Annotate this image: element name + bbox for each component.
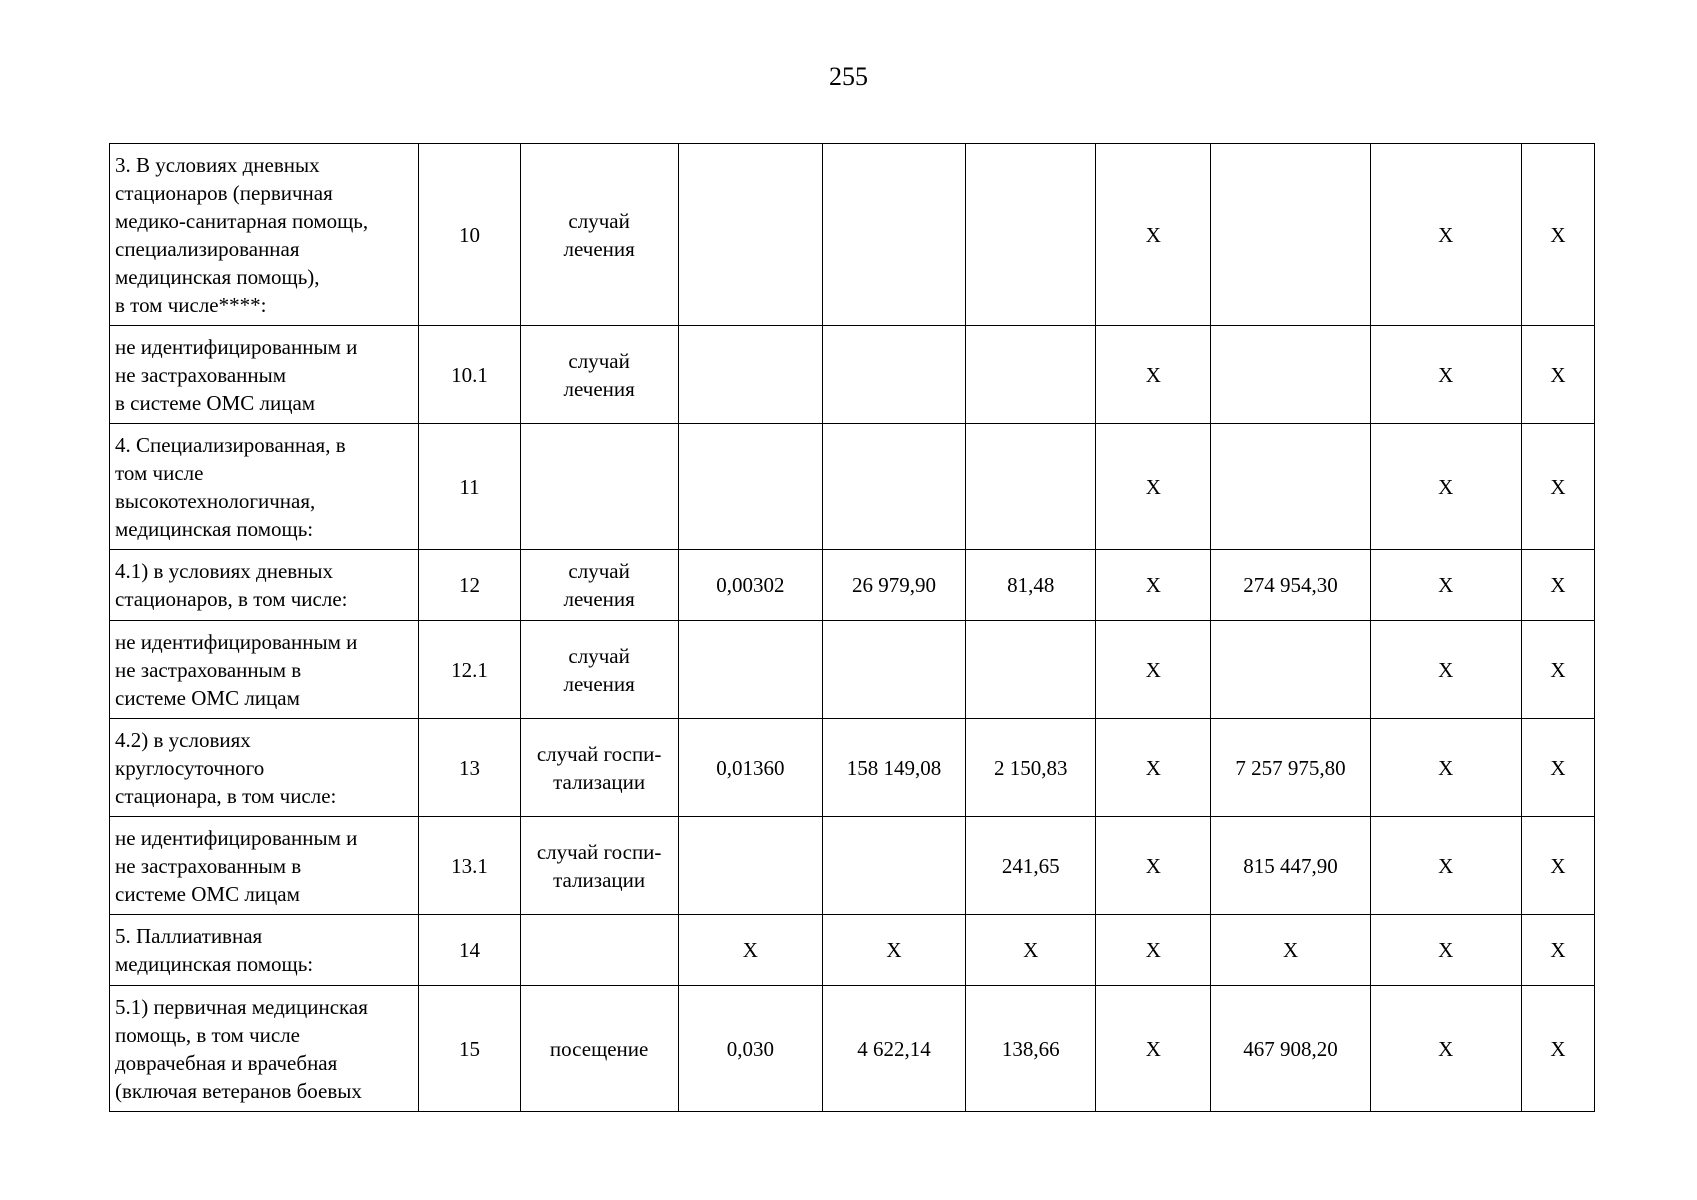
row-number-cell: 13 [419,719,520,817]
page-number: 255 [829,62,868,91]
cost-norm-cell: 4 622,14 [822,986,965,1112]
unit-cell [520,719,678,817]
row-name-line: 4.2) в условиях [115,727,251,752]
cost-norm-cell [822,144,965,326]
unit-cell [520,550,678,621]
row-name-line: системе ОМС лицам [115,685,300,710]
row-name-cell [110,550,419,621]
row-name-line: стационара, в том числе: [115,783,337,808]
total-cost-cell [1211,424,1370,550]
row-number-cell: 10 [419,144,520,326]
cost-norm-cell: X [822,915,965,986]
unit-line: лечения [563,376,635,401]
total-oms-cell: X [1370,915,1521,986]
per-capita-oms-cell: X [1096,326,1211,424]
row-name-cell [110,621,419,719]
volume-norm-cell [678,326,822,424]
table-row [110,144,1595,326]
row-name-line: стационаров (первичная [115,180,333,205]
total-oms-cell: X [1370,424,1521,550]
row-number-cell: 12.1 [419,621,520,719]
table-row [110,719,1595,817]
per-capita-oms-cell: X [1096,915,1211,986]
table-row [110,550,1595,621]
row-name-line: стационаров, в том числе: [115,587,348,611]
cost-norm-cell: 158 149,08 [822,719,965,817]
row-name-line: высокотехнологичная, [115,488,316,513]
per-capita-cell: 2 150,83 [966,719,1096,817]
total-oms-cell: X [1370,719,1521,817]
row-name-line: 4.1) в условиях дневных [115,559,334,583]
row-number-cell: 14 [419,915,520,986]
share-cell: X [1521,817,1594,915]
table-row [110,915,1595,986]
cost-norm-cell [822,621,965,719]
unit-cell [520,621,678,719]
row-number-cell: 15 [419,986,520,1112]
unit-line: случай [568,348,630,373]
row-name-line: не идентифицированным и [115,629,358,654]
row-name-line: доврачебная и врачебная [115,1050,338,1075]
unit-cell [520,424,678,550]
volume-norm-cell [678,144,822,326]
unit-line: случай [568,559,630,583]
row-name-line: 4. Специализированная, в [115,432,346,457]
per-capita-oms-cell: X [1096,144,1211,326]
unit-line: тализации [553,867,646,892]
row-number-cell: 10.1 [419,326,520,424]
total-oms-cell: X [1370,550,1521,621]
row-name-cell [110,915,419,986]
table-row [110,621,1595,719]
row-name-cell [110,986,419,1112]
row-number-cell: 12 [419,550,520,621]
unit-line: лечения [563,236,635,261]
row-name-line: не идентифицированным и [115,825,358,850]
total-cost-cell: 7 257 975,80 [1211,719,1370,817]
row-name-line: медицинская помощь: [115,952,314,976]
table-row [110,817,1595,915]
row-name-line: в системе ОМС лицам [115,390,316,415]
unit-cell [520,326,678,424]
table-body [110,144,1595,1112]
row-name-cell [110,719,419,817]
per-capita-cell [966,424,1096,550]
per-capita-cell [966,621,1096,719]
row-name-line: 5.1) первичная медицинская [115,994,368,1019]
per-capita-cell: 81,48 [966,550,1096,621]
cost-norm-cell: 26 979,90 [822,550,965,621]
per-capita-oms-cell: X [1096,621,1211,719]
total-cost-cell: 815 447,90 [1211,817,1370,915]
total-oms-cell: X [1370,986,1521,1112]
share-cell: X [1521,144,1594,326]
row-name-line: 5. Паллиативная [115,924,263,948]
total-cost-cell: 467 908,20 [1211,986,1370,1112]
cost-norm-cell [822,424,965,550]
total-cost-cell: 274 954,30 [1211,550,1370,621]
cost-norm-cell [822,817,965,915]
per-capita-cell: 138,66 [966,986,1096,1112]
per-capita-cell: 241,65 [966,817,1096,915]
per-capita-oms-cell: X [1096,817,1211,915]
volume-norm-cell [678,621,822,719]
volume-norm-cell [678,424,822,550]
row-number-cell: 11 [419,424,520,550]
per-capita-cell [966,144,1096,326]
per-capita-cell: X [966,915,1096,986]
total-cost-cell [1211,621,1370,719]
row-name-line: круглосуточного [115,755,265,780]
total-cost-cell [1211,144,1370,326]
table-row [110,326,1595,424]
row-name-cell [110,144,419,326]
unit-cell [520,986,678,1112]
per-capita-cell [966,326,1096,424]
row-name-line: (включая ветеранов боевых [115,1078,362,1103]
per-capita-oms-cell: X [1096,550,1211,621]
volume-norm-cell: X [678,915,822,986]
unit-line: случай [568,643,630,668]
row-name-line: медицинская помощь), [115,264,320,289]
total-cost-cell: X [1211,915,1370,986]
row-name-line: медико-санитарная помощь, [115,208,369,233]
row-name-line: не застрахованным [115,362,287,387]
row-name-line: системе ОМС лицам [115,881,300,906]
volume-norm-cell: 0,01360 [678,719,822,817]
unit-line: посещение [549,1036,649,1061]
table-row [110,986,1595,1112]
volume-norm-cell [678,817,822,915]
unit-cell [520,144,678,326]
row-name-cell [110,326,419,424]
per-capita-oms-cell: X [1096,424,1211,550]
row-number-cell: 13.1 [419,817,520,915]
table-row [110,424,1595,550]
per-capita-oms-cell: X [1096,986,1211,1112]
row-name-line: не застрахованным в [115,657,302,682]
total-oms-cell: X [1370,817,1521,915]
volume-norm-cell: 0,00302 [678,550,822,621]
unit-line: лечения [563,587,635,611]
row-name-line: помощь, в том числе [115,1022,301,1047]
share-cell: X [1521,719,1594,817]
unit-cell [520,915,678,986]
share-cell: X [1521,621,1594,719]
row-name-cell [110,817,419,915]
row-name-line: том числе [115,460,204,485]
row-name-line: не идентифицированным и [115,334,358,359]
share-cell: X [1521,986,1594,1112]
cost-norm-cell [822,326,965,424]
unit-line: случай госпи- [536,839,662,864]
total-oms-cell: X [1370,144,1521,326]
share-cell: X [1521,550,1594,621]
volume-norm-cell: 0,030 [678,986,822,1112]
financing-table [109,143,1595,1112]
share-cell: X [1521,915,1594,986]
row-name-line: медицинская помощь: [115,516,314,541]
row-name-cell [110,424,419,550]
total-cost-cell [1211,326,1370,424]
row-name-line: не застрахованным в [115,853,302,878]
total-oms-cell: X [1370,326,1521,424]
row-name-line: 3. В условиях дневных [115,152,320,177]
share-cell: X [1521,424,1594,550]
unit-line: случай госпи- [536,741,662,766]
unit-line: лечения [563,671,635,696]
row-name-line: в том числе****: [115,292,267,317]
row-name-line: специализированная [115,236,300,261]
unit-line: тализации [553,769,646,794]
unit-line: случай [568,208,630,233]
share-cell: X [1521,326,1594,424]
unit-cell [520,817,678,915]
total-oms-cell: X [1370,621,1521,719]
per-capita-oms-cell: X [1096,719,1211,817]
